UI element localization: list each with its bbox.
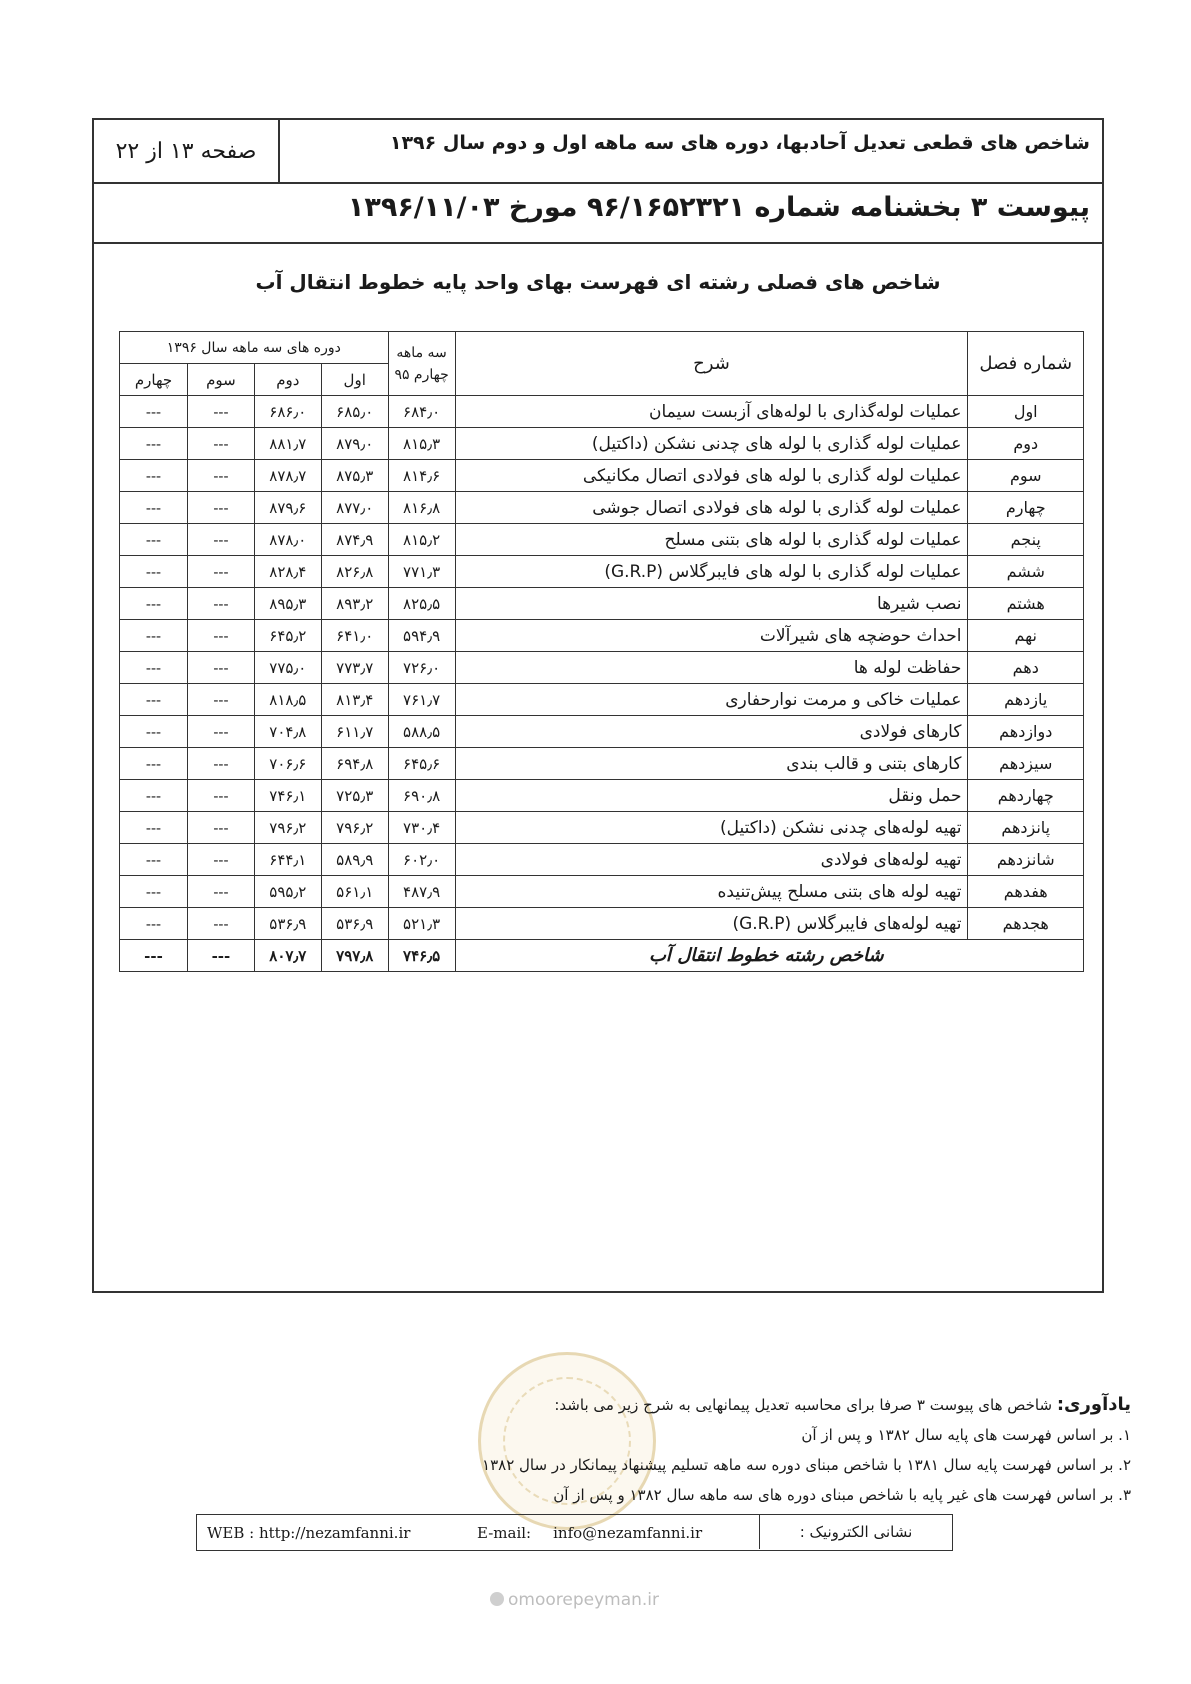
email-label: E-mail:: [477, 1524, 532, 1542]
cell-q4: ---: [120, 492, 188, 524]
cell-chapter: یازدهم: [968, 684, 1084, 716]
table-row: [120, 876, 1084, 908]
cell-desc: کارهای بتنی و قالب بندی: [455, 748, 968, 780]
table-row: [120, 908, 1084, 940]
cell-q1: ۸۱۳٫۴: [321, 684, 388, 716]
cell-q2: ۷۷۵٫۰: [254, 652, 321, 684]
cell-q4: ---: [120, 716, 188, 748]
cell-q95: ۸۱۵٫۳: [388, 428, 455, 460]
cell-q1: ۸۲۶٫۸: [321, 556, 388, 588]
cell-chapter: هفدهم: [968, 876, 1084, 908]
cell-desc: عملیات لوله گذاری با لوله های فولادی اتصال مکانیکی: [455, 460, 968, 492]
website-link[interactable]: WEB : http://nezamfanni.ir: [207, 1524, 411, 1542]
cell-desc: حمل ونقل: [455, 780, 968, 812]
cell-q4: ---: [120, 620, 188, 652]
cell-q3: ---: [187, 844, 254, 876]
cell-q3: ---: [187, 908, 254, 940]
cell-q4: ---: [120, 556, 188, 588]
cell-q4: ---: [120, 908, 188, 940]
cell-q4: ---: [120, 876, 188, 908]
cell-chapter: پانزدهم: [968, 812, 1084, 844]
cell-desc: عملیات لوله گذاری با لوله های فایبرگلاس (G.R.P): [455, 556, 968, 588]
cell-q1: ۵۳۶٫۹: [321, 908, 388, 940]
cell-desc: حفاظت لوله ها: [455, 652, 968, 684]
cell-chapter: پنجم: [968, 524, 1084, 556]
cell-q2: ۵۳۶٫۹: [254, 908, 321, 940]
cell-desc: تهیه لوله‌های چدنی نشکن (داکتیل): [455, 812, 968, 844]
cell-q4: ---: [120, 460, 188, 492]
cell-q2: ۷۹۶٫۲: [254, 812, 321, 844]
total-row: [120, 940, 1084, 972]
cell-q95: ۸۱۵٫۲: [388, 524, 455, 556]
cell-q95: ۷۲۶٫۰: [388, 652, 455, 684]
table-row: [120, 588, 1084, 620]
cell-q95: ۴۸۷٫۹: [388, 876, 455, 908]
cell-q95: ۸۱۴٫۶: [388, 460, 455, 492]
contact-label: نشانی الکترونیک :: [759, 1515, 952, 1549]
cell-q95: ۶۴۵٫۶: [388, 748, 455, 780]
page-number: صفحه ۱۳ از ۲۲: [94, 120, 280, 182]
cell-desc: تهیه لوله‌های فایبرگلاس (G.R.P): [455, 908, 968, 940]
notes-item-3: ۳. بر اساس فهرست های غیر پایه با شاخص مبنای دوره های سه ماهه سال ۱۳۸۲ و پس از آن: [553, 1486, 1131, 1504]
cell-q3: ---: [187, 652, 254, 684]
cell-q95: ۸۱۶٫۸: [388, 492, 455, 524]
cell-chapter: دهم: [968, 652, 1084, 684]
cell-q95: ۶۰۲٫۰: [388, 844, 455, 876]
cell-q95: ۷۳۰٫۴: [388, 812, 455, 844]
notes-item-2: ۲. بر اساس فهرست پایه سال ۱۳۸۱ با شاخص مبنای دوره سه ماهه تسلیم پیشنهاد پیمانکار در سال ۱۳۸۲: [482, 1456, 1131, 1474]
table-body: [120, 396, 1084, 972]
cell-chapter: چهارم: [968, 492, 1084, 524]
cell-q3: ---: [187, 876, 254, 908]
cell-q1: ۶۱۱٫۷: [321, 716, 388, 748]
cell-q4: ---: [120, 844, 188, 876]
cell-q4: ---: [120, 524, 188, 556]
cell-q4: ---: [120, 588, 188, 620]
site-watermark: [490, 1590, 659, 1610]
cell-chapter: دوم: [968, 428, 1084, 460]
cell-q2: ۸۷۸٫۷: [254, 460, 321, 492]
cell-desc: عملیات لوله گذاری با لوله های چدنی نشکن (داکتیل): [455, 428, 968, 460]
total-q2: ۸۰۷٫۷: [254, 940, 321, 972]
table-row: [120, 524, 1084, 556]
table-row: [120, 812, 1084, 844]
notes-section: [331, 1390, 1131, 1510]
cell-q4: ---: [120, 780, 188, 812]
cell-q2: ۷۴۶٫۱: [254, 780, 321, 812]
table-row: [120, 716, 1084, 748]
cell-chapter: شانزدهم: [968, 844, 1084, 876]
table-row: [120, 396, 1084, 428]
table-row: [120, 428, 1084, 460]
cell-q1: ۷۹۶٫۲: [321, 812, 388, 844]
cell-q95: ۵۹۴٫۹: [388, 620, 455, 652]
cell-q2: ۸۹۵٫۳: [254, 588, 321, 620]
cell-q1: ۶۹۴٫۸: [321, 748, 388, 780]
table-row: [120, 748, 1084, 780]
cell-q3: ---: [187, 460, 254, 492]
header-q4-95: سه ماهه چهارم ۹۵: [388, 332, 455, 396]
cell-q3: ---: [187, 812, 254, 844]
cell-q3: ---: [187, 620, 254, 652]
page-frame: [92, 118, 1104, 1293]
cell-q4: ---: [120, 748, 188, 780]
cell-q2: ۷۰۴٫۸: [254, 716, 321, 748]
cell-q95: ۶۹۰٫۸: [388, 780, 455, 812]
total-description: شاخص رشته خطوط انتقال آب: [455, 940, 1083, 972]
total-q4: ---: [120, 940, 188, 972]
index-table: [119, 331, 1084, 972]
cell-q3: ---: [187, 396, 254, 428]
table-row: [120, 684, 1084, 716]
cell-q1: ۵۸۹٫۹: [321, 844, 388, 876]
table-row: [120, 652, 1084, 684]
cell-q3: ---: [187, 588, 254, 620]
cell-chapter: نهم: [968, 620, 1084, 652]
cell-desc: عملیات لوله‌گذاری با لوله‌های آزبست سیمان: [455, 396, 968, 428]
cell-q3: ---: [187, 492, 254, 524]
cell-desc: عملیات لوله گذاری با لوله های فولادی اتصال جوشی: [455, 492, 968, 524]
document-title: شاخص های قطعی تعدیل آحادبها، دوره های سه ماهه اول و دوم سال ۱۳۹۶: [389, 132, 1090, 154]
cell-q3: ---: [187, 556, 254, 588]
cell-q1: ۸۹۳٫۲: [321, 588, 388, 620]
cell-chapter: چهاردهم: [968, 780, 1084, 812]
table-row: [120, 460, 1084, 492]
cell-q95: ۸۲۵٫۵: [388, 588, 455, 620]
cell-q3: ---: [187, 524, 254, 556]
circular-reference: پیوست ۳ بخشنامه شماره ۹۶/۱۶۵۲۳۲۱ مورخ ۱۳۹۶/۱۱/۰۳: [347, 192, 1090, 223]
cell-q95: ۵۸۸٫۵: [388, 716, 455, 748]
notes-heading: یادآوری:: [1056, 1394, 1131, 1415]
cell-q2: ۷۰۶٫۶: [254, 748, 321, 780]
table-row: [120, 556, 1084, 588]
header-q1: اول: [321, 364, 388, 396]
cell-chapter: اول: [968, 396, 1084, 428]
cell-q1: ۷۲۵٫۳: [321, 780, 388, 812]
total-q4-95: ۷۴۶٫۵: [388, 940, 455, 972]
cell-q95: ۷۶۱٫۷: [388, 684, 455, 716]
cell-q4: ---: [120, 396, 188, 428]
cell-q1: ۸۷۴٫۹: [321, 524, 388, 556]
cell-q3: ---: [187, 716, 254, 748]
cell-q1: ۶۴۱٫۰: [321, 620, 388, 652]
table-row: [120, 620, 1084, 652]
total-q3: ---: [187, 940, 254, 972]
cell-q1: ۸۷۹٫۰: [321, 428, 388, 460]
header-q4: چهارم: [120, 364, 188, 396]
total-q1: ۷۹۷٫۸: [321, 940, 388, 972]
cell-q2: ۸۲۸٫۴: [254, 556, 321, 588]
cell-q95: ۷۷۱٫۳: [388, 556, 455, 588]
watermark-logo-icon: [490, 1592, 504, 1606]
cell-chapter: ششم: [968, 556, 1084, 588]
table-row: [120, 780, 1084, 812]
cell-q2: ۸۸۱٫۷: [254, 428, 321, 460]
cell-desc: عملیات لوله گذاری با لوله های بتنی مسلح: [455, 524, 968, 556]
cell-q3: ---: [187, 748, 254, 780]
cell-desc: تهیه لوله‌های فولادی: [455, 844, 968, 876]
header-period-1396: دوره های سه ماهه سال ۱۳۹۶: [120, 332, 389, 364]
contact-box: [196, 1514, 953, 1551]
cell-q2: ۵۹۵٫۲: [254, 876, 321, 908]
header-description: شرح: [455, 332, 968, 396]
cell-chapter: سوم: [968, 460, 1084, 492]
cell-q4: ---: [120, 428, 188, 460]
cell-desc: نصب شیرها: [455, 588, 968, 620]
cell-desc: احداث حوضچه های شیرآلات: [455, 620, 968, 652]
table-row: [120, 844, 1084, 876]
subheader-row: [94, 182, 1102, 244]
cell-q4: ---: [120, 652, 188, 684]
email-link[interactable]: info@nezamfanni.ir: [553, 1524, 703, 1542]
cell-desc: تهیه لوله های بتنی مسلح پیش‌تنیده: [455, 876, 968, 908]
cell-q3: ---: [187, 780, 254, 812]
cell-q2: ۸۱۸٫۵: [254, 684, 321, 716]
cell-q1: ۶۸۵٫۰: [321, 396, 388, 428]
cell-q3: ---: [187, 428, 254, 460]
cell-q2: ۸۷۹٫۶: [254, 492, 321, 524]
cell-q4: ---: [120, 684, 188, 716]
cell-q1: ۵۶۱٫۱: [321, 876, 388, 908]
notes-intro-line: [331, 1390, 1131, 1420]
cell-q1: ۸۷۷٫۰: [321, 492, 388, 524]
cell-q95: ۵۲۱٫۳: [388, 908, 455, 940]
cell-chapter: هجدهم: [968, 908, 1084, 940]
cell-q2: ۸۷۸٫۰: [254, 524, 321, 556]
cell-q2: ۶۴۵٫۲: [254, 620, 321, 652]
cell-q2: ۶۴۴٫۱: [254, 844, 321, 876]
cell-chapter: دوازدهم: [968, 716, 1084, 748]
cell-chapter: هشتم: [968, 588, 1084, 620]
cell-q3: ---: [187, 684, 254, 716]
cell-q95: ۶۸۴٫۰: [388, 396, 455, 428]
cell-q4: ---: [120, 812, 188, 844]
header-q2: دوم: [254, 364, 321, 396]
cell-q1: ۸۷۵٫۳: [321, 460, 388, 492]
site-watermark-text: omoorepeyman.ir: [508, 1590, 660, 1610]
header-chapter: شماره فصل: [968, 332, 1084, 396]
table-row: [120, 492, 1084, 524]
cell-q1: ۷۷۳٫۷: [321, 652, 388, 684]
header-row: [94, 120, 1102, 184]
cell-chapter: سیزدهم: [968, 748, 1084, 780]
notes-intro: شاخص های پیوست ۳ صرفا برای محاسبه تعدیل پیمانهایی به شرح زیر می باشد:: [554, 1396, 1053, 1414]
table-title: شاخص های فصلی رشته ای فهرست بهای واحد پایه خطوط انتقال آب: [255, 270, 941, 294]
cell-q2: ۶۸۶٫۰: [254, 396, 321, 428]
email-field: [477, 1524, 724, 1542]
cell-desc: کارهای فولادی: [455, 716, 968, 748]
header-q3: سوم: [187, 364, 254, 396]
cell-desc: عملیات خاکی و مرمت نوارحفاری: [455, 684, 968, 716]
notes-item-1: ۱. بر اساس فهرست های پایه سال ۱۳۸۲ و پس از آن: [801, 1426, 1131, 1444]
